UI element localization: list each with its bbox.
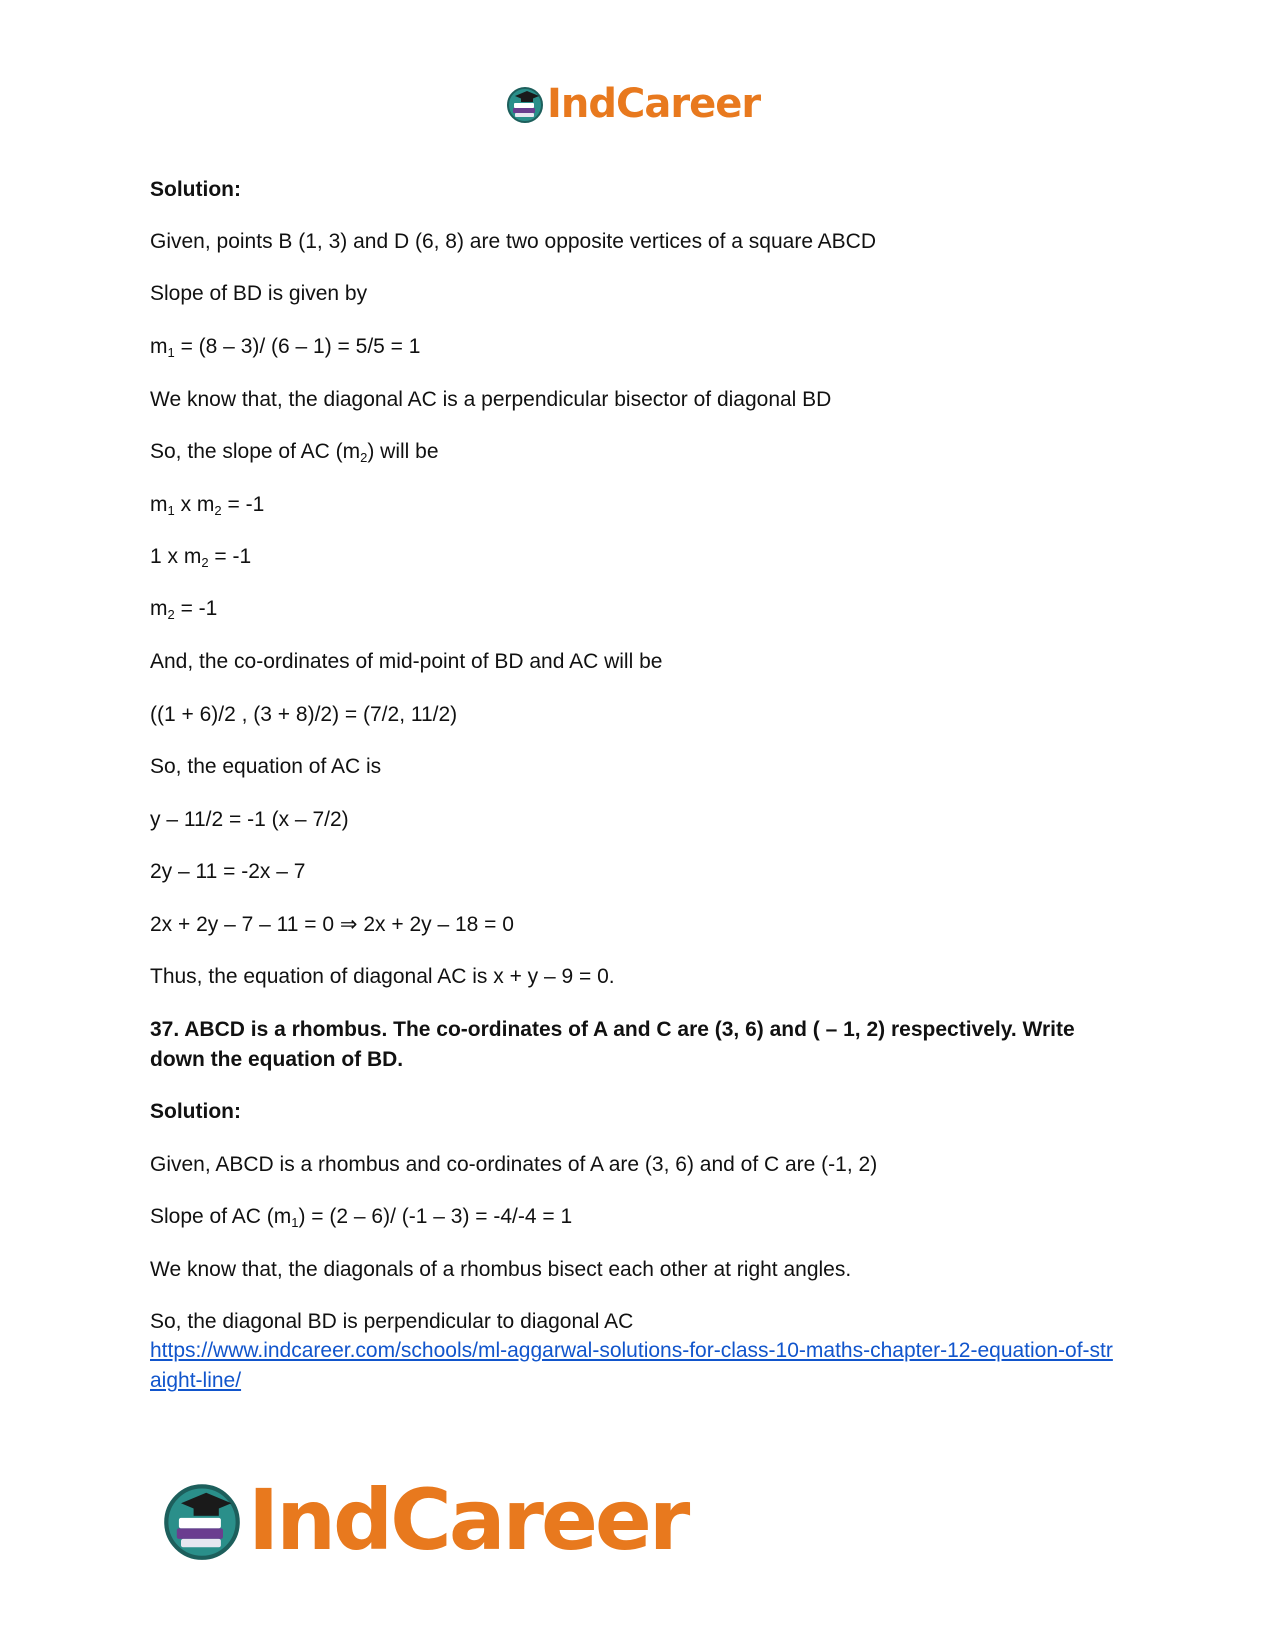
- solution-given: Given, points B (1, 3) and D (6, 8) are two opposite vertices of a square ABCD: [150, 230, 877, 253]
- perpendicular-statement: We know that, the diagonal AC is a perpendicular bisector of diagonal BD: [150, 388, 832, 411]
- footer-logo: [160, 1470, 687, 1570]
- header-logo: [505, 80, 760, 128]
- slope-product: $m_1$ x $m_2 = -1$: [150, 493, 265, 518]
- solution-heading: Solution:: [150, 178, 241, 201]
- solution-conclusion: Thus, the equation of diagonal AC is x + y – 9 = 0.: [150, 965, 615, 988]
- rhombus-property: We know that, the diagonals of a rhombus bisect each other at right angles.: [150, 1258, 852, 1281]
- globe-books-icon: [505, 84, 545, 124]
- slope-substitution: 1 x $m_2 = -1$: [150, 545, 252, 570]
- source-link[interactable]: https://www.indcareer.com/schools/ml-aggarwal-solutions-for-class-10-maths-chapter-12-equation-of-straight-line/: [150, 1339, 1113, 1392]
- question-37: 37. ABCD is a rhombus. The co-ordinates of A and C are (3, 6) and ( – 1, 2) respectively. Write down the equation of BD.: [150, 1018, 1075, 1071]
- slope-ac: Slope of AC $(m_1) = (2 - 6)/$ (-1 – 3) = -4/-4 = 1: [150, 1205, 573, 1230]
- slope-intro: Slope of BD is given by: [150, 282, 368, 305]
- slope-ac-intro: So, the slope of AC $(m_2)$ will be: [150, 440, 439, 465]
- midpoint-value: ((1 + 6)/2 , (3 + 8)/2) = (7/2, 11/2): [150, 703, 458, 726]
- equation-step-1: y – 11/2 = -1 (x – 7/2): [150, 808, 349, 831]
- m1-equation: $m_1 = (8 - 3)/$ (6 – 1) = 5/5 = 1: [150, 335, 421, 360]
- equation-step-2: 2y – 11 = -2x – 7: [150, 860, 306, 883]
- equation-step-3: 2x + 2y – 7 – 11 = 0 ⇒ 2x + 2y – 18 = 0: [150, 913, 514, 936]
- logo-wordmark: IndCareer: [248, 1471, 688, 1569]
- globe-books-icon: [160, 1478, 244, 1562]
- m2-value: $m_2 = -1$: [150, 597, 218, 622]
- equation-intro: So, the equation of AC is: [150, 755, 382, 778]
- solution2-given: Given, ABCD is a rhombus and co-ordinates of A are (3, 6) and of C are (-1, 2): [150, 1153, 878, 1176]
- bd-perpendicular: So, the diagonal BD is perpendicular to diagonal AC: [150, 1310, 634, 1333]
- midpoint-intro: And, the co-ordinates of mid-point of BD and AC will be: [150, 650, 663, 673]
- solution-heading-2: Solution:: [150, 1100, 241, 1123]
- logo-wordmark: IndCareer: [547, 81, 761, 127]
